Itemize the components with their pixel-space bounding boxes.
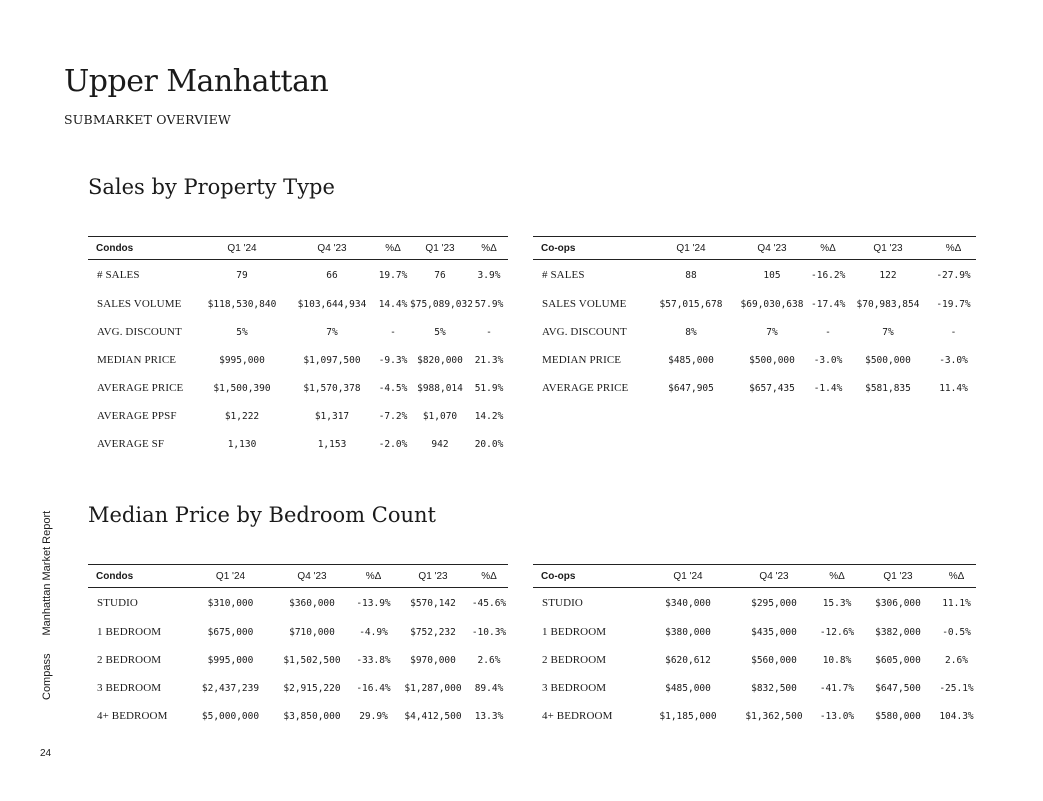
table-cell: 15.3% — [822, 597, 852, 609]
table-header-cell: Q1 '23 — [845, 237, 931, 260]
table-row — [88, 290, 508, 318]
table-row — [533, 618, 976, 646]
table-cell: $710,000 — [289, 626, 335, 638]
page-title: Upper Manhattan — [64, 64, 329, 99]
table-cell: $103,644,934 — [297, 298, 367, 310]
table-cell: - — [390, 326, 396, 338]
row-label: MEDIAN PRICE — [97, 354, 177, 366]
table-row — [533, 588, 976, 619]
table-cell: -16.2% — [811, 269, 846, 281]
table-cell: $605,000 — [875, 654, 921, 666]
table-cell: 14.2% — [474, 410, 504, 422]
table-cell: -4.9% — [359, 626, 388, 638]
table-cell: $69,030,638 — [740, 298, 804, 310]
table-cell: 1,130 — [227, 438, 257, 450]
row-label: SALES VOLUME — [97, 298, 182, 310]
table-cell: $657,435 — [749, 382, 795, 394]
table-header-category: Condos — [88, 565, 188, 588]
table-cell: $647,500 — [875, 682, 921, 694]
table-cell: 76 — [434, 269, 446, 281]
table-cell: $675,000 — [207, 626, 254, 638]
table-header-cell: Q1 '23 — [410, 237, 470, 260]
table-cell: 942 — [431, 438, 449, 450]
table-cell: -27.9% — [936, 269, 971, 281]
table-cell: 21.3% — [474, 354, 504, 366]
row-label: 2 BEDROOM — [97, 654, 162, 666]
table-cell: 66 — [326, 269, 338, 281]
table-cell: $1,362,500 — [745, 710, 803, 722]
table-cell: $500,000 — [749, 354, 795, 366]
table-row — [88, 702, 508, 730]
table-cell: $988,014 — [417, 382, 463, 394]
table-cell: $485,000 — [668, 354, 714, 366]
table-cell: -9.3% — [378, 354, 408, 366]
table-header-cell: Q4 '23 — [288, 237, 376, 260]
row-label: AVERAGE PRICE — [542, 382, 629, 394]
table-cell: 29.9% — [359, 710, 388, 722]
table-cell: $500,000 — [865, 354, 911, 366]
table-row — [88, 588, 508, 619]
table-cell: $1,317 — [314, 410, 350, 422]
table-cell: -0.5% — [942, 626, 971, 638]
table-cell: -17.4% — [811, 298, 846, 310]
page-subtitle: SUBMARKET OVERVIEW — [64, 112, 231, 127]
table-cell: 89.4% — [474, 682, 504, 694]
table-cell: $118,530,840 — [207, 298, 277, 310]
table-row — [533, 674, 976, 702]
table-cell: $1,222 — [224, 410, 260, 422]
table-cell: $1,500,390 — [213, 382, 271, 394]
table-cell: -19.7% — [936, 298, 971, 310]
table-row — [533, 318, 976, 346]
table-row — [88, 260, 508, 291]
row-label: 3 BEDROOM — [97, 682, 162, 694]
table-header-row — [533, 565, 976, 588]
table-cell: 57.9% — [474, 298, 504, 310]
table-cell: $340,000 — [665, 597, 711, 609]
table-cell: 5% — [236, 326, 248, 338]
row-label: AVERAGE PPSF — [97, 410, 177, 422]
table-condos-property-type — [88, 236, 508, 458]
table-cell: -3.0% — [813, 354, 843, 366]
table-cell: 104.3% — [939, 710, 974, 722]
row-label: AVERAGE SF — [97, 438, 165, 450]
table-cell: $620,612 — [665, 654, 711, 666]
table-header-cell: %Δ — [351, 565, 396, 588]
row-label: AVERAGE PRICE — [97, 382, 184, 394]
page-number: 24 — [40, 748, 52, 759]
table-cell: $310,000 — [207, 597, 254, 609]
table-cell: $2,437,239 — [201, 682, 260, 694]
table-cell: $75,089,032 — [410, 298, 473, 310]
table-cell: $306,000 — [875, 597, 921, 609]
table-cell: $2,915,220 — [283, 682, 341, 694]
table-cell: $820,000 — [417, 354, 463, 366]
row-label: STUDIO — [97, 597, 138, 609]
row-label: 1 BEDROOM — [97, 626, 162, 638]
section-title-bedroom-count: Median Price by Bedroom Count — [88, 503, 436, 527]
table-cell: $70,983,854 — [856, 298, 920, 310]
table-row — [88, 374, 508, 402]
table-row — [88, 674, 508, 702]
row-label: 3 BEDROOM — [542, 682, 607, 694]
row-label: 4+ BEDROOM — [97, 710, 168, 722]
table-header-cell: %Δ — [815, 565, 859, 588]
table-cell: $382,000 — [875, 626, 921, 638]
table-cell: $995,000 — [207, 654, 254, 666]
table-header-row — [88, 237, 508, 260]
table-header-row — [88, 565, 508, 588]
table-cell: $1,097,500 — [303, 354, 361, 366]
table-header-cell: Q1 '23 — [859, 565, 937, 588]
table-cell: $581,835 — [865, 382, 911, 394]
table-cell: $360,000 — [289, 597, 335, 609]
table-cell: $380,000 — [665, 626, 711, 638]
table-header-category: Co-ops — [533, 237, 649, 260]
table-header-cell: Q4 '23 — [733, 565, 815, 588]
table-cell: -12.6% — [819, 626, 855, 638]
report-name: Manhattan Market Report — [41, 510, 53, 636]
row-label: 4+ BEDROOM — [542, 710, 613, 722]
table-cell: -13.9% — [356, 597, 391, 609]
table-header-cell: Q1 '23 — [396, 565, 470, 588]
table-cell: $832,500 — [751, 682, 797, 694]
table-row — [533, 346, 976, 374]
table-cell: $560,000 — [751, 654, 797, 666]
row-label: 2 BEDROOM — [542, 654, 607, 666]
table-condos-bedroom — [88, 564, 508, 730]
table-cell: - — [825, 326, 831, 338]
table-coops-bedroom — [533, 564, 976, 730]
table-header-cell: %Δ — [470, 237, 508, 260]
row-label: # SALES — [97, 269, 140, 281]
table-header-cell: %Δ — [937, 565, 976, 588]
table-cell: -45.6% — [471, 597, 507, 609]
table-header-cell: %Δ — [470, 565, 508, 588]
table-cell: $995,000 — [219, 354, 265, 366]
table-cell: 11.1% — [942, 597, 971, 609]
table-cell: 88 — [685, 269, 697, 281]
table-cell: 7% — [326, 326, 338, 338]
table-cell: -33.8% — [356, 654, 391, 666]
table-cell: 105 — [763, 269, 781, 281]
table-cell: $1,502,500 — [283, 654, 341, 666]
table-cell: 13.3% — [474, 710, 504, 722]
table-cell: -4.5% — [378, 382, 408, 394]
table-cell: 5% — [434, 326, 446, 338]
table-cell: 10.8% — [822, 654, 852, 666]
table-cell: $1,185,000 — [659, 710, 717, 722]
table-header-cell: %Δ — [376, 237, 410, 260]
row-label: AVG. DISCOUNT — [97, 326, 182, 338]
table-header-cell: %Δ — [931, 237, 976, 260]
table-cell: 51.9% — [474, 382, 504, 394]
table-row — [533, 290, 976, 318]
row-label: # SALES — [542, 269, 585, 281]
table-cell: $435,000 — [751, 626, 797, 638]
table-cell: $970,000 — [410, 654, 456, 666]
table-cell: $570,142 — [410, 597, 456, 609]
table-header-cell: Q4 '23 — [273, 565, 351, 588]
table-header-category: Condos — [88, 237, 196, 260]
brand-name: Compass — [41, 653, 53, 700]
table-cell: $3,850,000 — [283, 710, 341, 722]
table-cell: -3.0% — [939, 354, 968, 366]
table-row — [88, 618, 508, 646]
table-cell: -41.7% — [819, 682, 855, 694]
row-label: AVG. DISCOUNT — [542, 326, 627, 338]
table-cell: -7.2% — [378, 410, 408, 422]
table-cell: $5,000,000 — [201, 710, 260, 722]
table-cell: 8% — [685, 326, 697, 338]
table-row — [88, 346, 508, 374]
table-cell: $295,000 — [751, 597, 797, 609]
table-header-cell: Q1 '24 — [188, 565, 273, 588]
table-cell: 122 — [879, 269, 897, 281]
table-header-cell: %Δ — [811, 237, 845, 260]
table-cell: -16.4% — [356, 682, 391, 694]
table-cell: 1,153 — [317, 438, 347, 450]
table-cell: 2.6% — [945, 654, 968, 666]
table-cell: 20.0% — [474, 438, 504, 450]
table-cell: -10.3% — [471, 626, 507, 638]
row-label: 1 BEDROOM — [542, 626, 607, 638]
sidebar-report-label — [41, 493, 53, 700]
table-cell: $1,070 — [422, 410, 458, 422]
table-cell: 79 — [236, 269, 248, 281]
table-coops-property-type — [533, 236, 976, 402]
row-label: STUDIO — [542, 597, 583, 609]
table-cell: $485,000 — [665, 682, 711, 694]
table-cell: 7% — [882, 326, 894, 338]
table-row — [533, 646, 976, 674]
table-row — [533, 702, 976, 730]
table-cell: $647,905 — [668, 382, 714, 394]
table-row — [88, 430, 508, 458]
table-cell: $580,000 — [875, 710, 921, 722]
table-cell: -1.4% — [813, 382, 843, 394]
table-header-cell: Q1 '24 — [649, 237, 733, 260]
table-row — [533, 374, 976, 402]
table-row — [88, 318, 508, 346]
table-cell: $1,287,000 — [404, 682, 462, 694]
table-cell: $752,232 — [410, 626, 456, 638]
table-header-row — [533, 237, 976, 260]
row-label: SALES VOLUME — [542, 298, 627, 310]
table-cell: - — [486, 326, 492, 338]
table-cell: 2.6% — [477, 654, 501, 666]
table-cell: $57,015,678 — [659, 298, 723, 310]
row-label: MEDIAN PRICE — [542, 354, 622, 366]
table-header-cell: Q4 '23 — [733, 237, 811, 260]
table-cell: - — [950, 326, 957, 338]
table-cell: 14.4% — [378, 298, 408, 310]
table-row — [88, 646, 508, 674]
table-header-category: Co-ops — [533, 565, 643, 588]
table-cell: -13.0% — [819, 710, 855, 722]
table-row — [533, 260, 976, 291]
table-row — [88, 402, 508, 430]
section-title-property-type: Sales by Property Type — [88, 175, 335, 199]
table-cell: 11.4% — [939, 382, 968, 394]
table-header-cell: Q1 '24 — [643, 565, 733, 588]
table-cell: -25.1% — [939, 682, 974, 694]
table-cell: -2.0% — [378, 438, 408, 450]
table-cell: $1,570,378 — [303, 382, 361, 394]
table-cell: 19.7% — [378, 269, 408, 281]
table-cell: $4,412,500 — [404, 710, 462, 722]
table-cell: 3.9% — [477, 269, 501, 281]
table-header-cell: Q1 '24 — [196, 237, 288, 260]
table-cell: 7% — [766, 326, 778, 338]
